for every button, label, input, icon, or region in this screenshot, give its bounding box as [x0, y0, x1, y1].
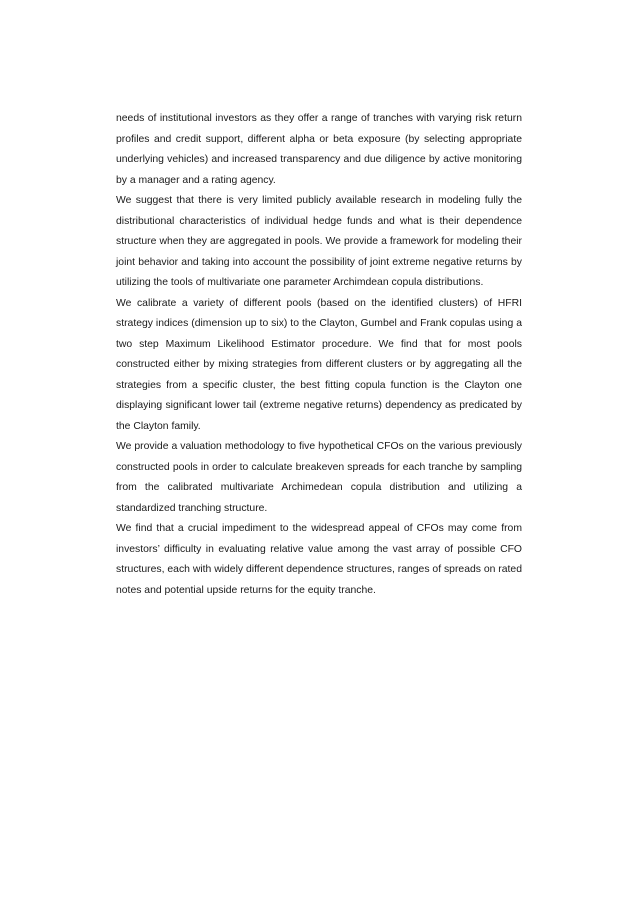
- paragraph-4: We provide a valuation methodology to five hypothetical CFOs on the various previously constructed pools in order to calculate breakeven spreads for each tranche by sampling from the calibrated multivariate Archimedean copula distribution and utilizing a standardized tranching structure.: [116, 441, 522, 514]
- paragraph-1: needs of institutional investors as they offer a range of tranches with varying risk return profiles and credit support, different alpha or beta exposure (by selecting appropriate underlying vehicles) and increased transparency and due diligence by active monitoring by a manager and a rating agency.: [116, 113, 522, 186]
- body-text: [116, 109, 522, 601]
- paragraph-2: We suggest that there is very limited publicly available research in modeling fully the distributional characteristics of individual hedge funds and what is their dependence structure when they are aggregated in pools. We provide a framework for modeling their joint behavior and taking into account the possibility of joint extreme negative returns by utilizing the tools of multivariate one parameter Archimdean copula distributions.: [116, 195, 522, 288]
- paragraph-5: We find that a crucial impediment to the widespread appeal of CFOs may come from investors’ difficulty in evaluating relative value among the vast array of possible CFO structures, each with widely different dependence structures, ranges of spreads on rated notes and potential upside returns for the equity tranche.: [116, 523, 522, 596]
- paragraph-3: We calibrate a variety of different pools (based on the identified clusters) of HFRI strategy indices (dimension up to six) to the Clayton, Gumbel and Frank copulas using a two step Maximum Likelihood Estimator procedure. We find that for most pools constructed either by mixing strategies from different clusters or by aggregating all the strategies from a specific cluster, the best fitting copula function is the Clayton one displaying significant lower tail (extreme negative returns) dependency as predicated by the Clayton family.: [116, 297, 522, 432]
